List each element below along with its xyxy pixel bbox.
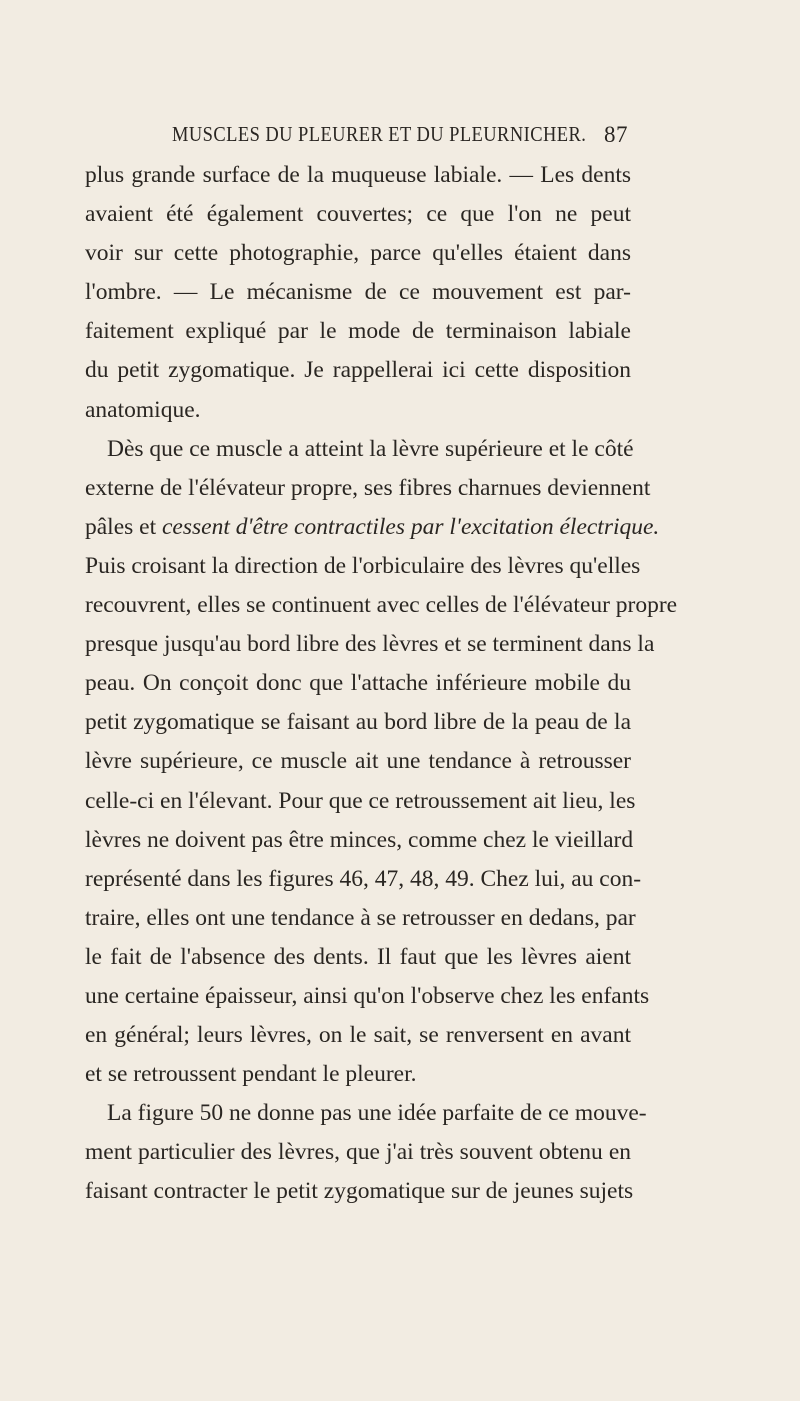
text-line: Puis croisant la direction de l'orbiculaire des lèvres qu'elles (85, 552, 641, 579)
page-number: 87 (604, 122, 628, 147)
text-line: en général; leurs lèvres, on le sait, se renversent en avant (85, 1022, 631, 1049)
text-fragment: pâles et (85, 513, 162, 540)
text-line: anatomique. (85, 396, 201, 423)
running-title: MUSCLES DU PLEURER ET DU PLEURNICHER. (172, 122, 587, 146)
text-line: faisant contracter le petit zygomatique sur de jeunes sujets (85, 1178, 634, 1205)
text-line: et se retroussent pendant le pleurer. (85, 1061, 417, 1088)
text-line: plus grande surface de la muqueuse labiale. — Les dents (85, 162, 631, 188)
text-line: recouvrent, elles se continuent avec celles de l'élévateur propre (85, 592, 678, 619)
text-line: ment particulier des lèvres, que j'ai très souvent obtenu en (85, 1139, 631, 1166)
text-line (85, 508, 660, 547)
text-line: faitement expliqué par le mode de terminaison labiale (85, 318, 631, 345)
text-line: l'ombre. — Le mécanisme de ce mouvement est par- (85, 279, 631, 306)
text-line: du petit zygomatique. Je rappellerai ici cette disposition (85, 357, 631, 384)
text-line: peau. On conçoit donc que l'attache inférieure mobile du (85, 670, 631, 697)
text-line: presque jusqu'au bord libre des lèvres et se terminent dans la (85, 631, 655, 658)
text-line: lèvres ne doivent pas être minces, comme chez le vieillard (85, 826, 634, 853)
text-line: externe de l'élévateur propre, ses fibres charnues deviennent (85, 474, 651, 501)
text-line: petit zygomatique se faisant au bord libre de la peau de la (85, 709, 631, 736)
text-line: lèvre supérieure, ce muscle ait une tendance à retrousser (85, 748, 631, 775)
text-line: représenté dans les figures 46, 47, 48, 49. Chez lui, au con- (85, 865, 642, 892)
text-line: voir sur cette photographie, parce qu'elles étaient dans (85, 240, 631, 267)
page-header (172, 122, 632, 152)
body-text (85, 156, 678, 1212)
emphasized-text: cessent d'être contractiles par l'excitation électrique. (162, 513, 660, 540)
text-line: celle-ci en l'élevant. Pour que ce retroussement ait lieu, les (85, 787, 636, 814)
text-line: La figure 50 ne donne pas une idée parfaite de ce mouve- (107, 1100, 647, 1127)
text-line: Dès que ce muscle a atteint la lèvre supérieure et le côté (107, 435, 634, 462)
text-line: le fait de l'absence des dents. Il faut que les lèvres aient (85, 943, 631, 970)
text-line: traire, elles ont une tendance à se retrousser en dedans, par (85, 904, 636, 931)
text-line: une certaine épaisseur, ainsi qu'on l'observe chez les enfants (85, 982, 650, 1009)
text-line: avaient été également couvertes; ce que l'on ne peut (85, 201, 631, 228)
